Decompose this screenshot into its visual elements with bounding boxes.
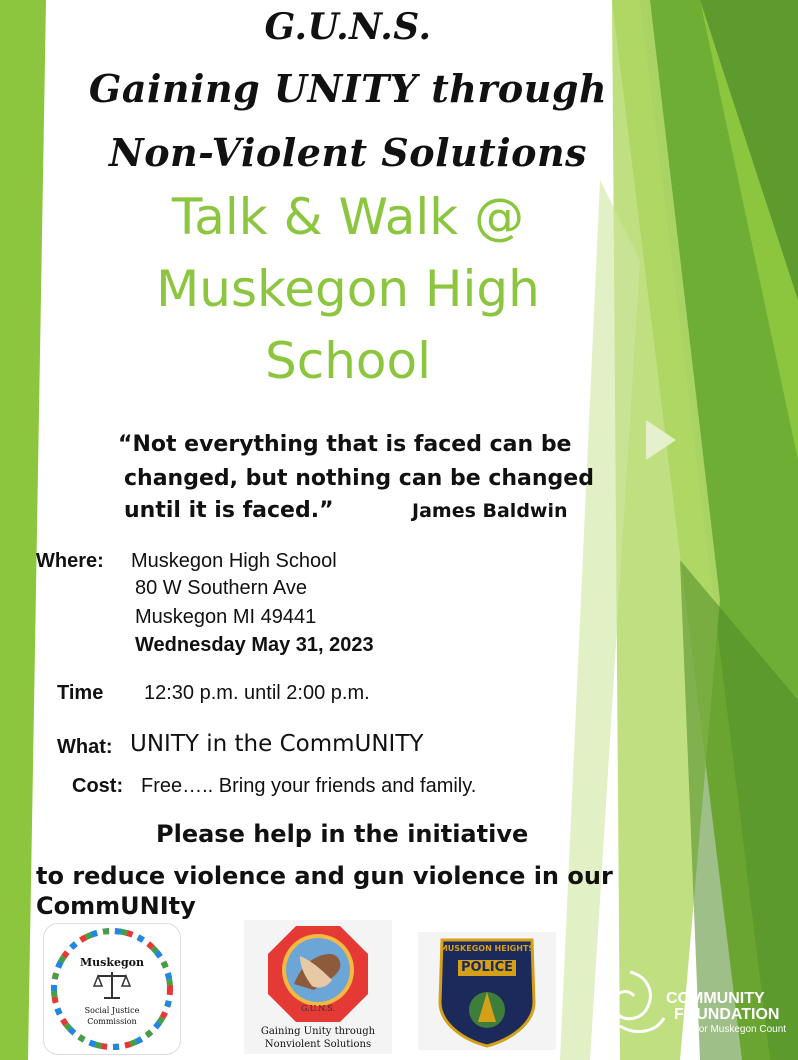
quote-author: James Baldwin — [412, 500, 568, 522]
org-title-line-1: Gaining UNITY through — [88, 66, 608, 111]
police-word: POLICE — [460, 960, 514, 975]
event-title-line-2: Muskegon High — [156, 260, 540, 318]
foundation-line-1: COMMUNITY — [666, 990, 765, 1007]
community-foundation-logo — [600, 960, 798, 1056]
event-title-line-3: School — [265, 332, 431, 390]
guns-caption-2: Nonviolent Solutions — [264, 1039, 372, 1050]
people-circle-icon — [44, 924, 180, 1054]
sjc-subtitle-2: Commission — [87, 1017, 137, 1026]
cost-value: Free….. Bring your friends and family. — [141, 775, 477, 797]
event-date: Wednesday May 31, 2023 — [135, 634, 374, 656]
where-line-1: Muskegon High School — [131, 550, 337, 572]
quote-line-3: until it is faced.” — [124, 498, 334, 523]
appeal-line-3: CommUNIty — [36, 892, 196, 920]
appeal-line-2: to reduce violence and gun violence in our — [36, 862, 613, 890]
police-patch-logo — [418, 932, 556, 1050]
swirl-icon — [600, 966, 670, 1052]
foundation-line-2: FOUNDATION — [674, 1006, 780, 1023]
appeal-line-1: Please help in the initiative — [156, 820, 529, 848]
time-value: 12:30 p.m. until 2:00 p.m. — [144, 682, 370, 704]
foundation-line-3: for Muskegon Count — [696, 1024, 787, 1035]
what-value: UNITY in the CommUNITY — [130, 731, 424, 757]
where-line-2: 80 W Southern Ave — [135, 577, 307, 599]
sjc-name: Muskegon — [79, 956, 144, 969]
org-title-line-2: Non-Violent Solutions — [108, 130, 588, 175]
sjc-subtitle-1: Social Justice — [84, 1006, 140, 1015]
cost-label: Cost: — [72, 775, 124, 797]
social-justice-logo — [44, 924, 180, 1054]
guns-logo — [244, 920, 392, 1054]
org-acronym: G.U.N.S. — [264, 6, 432, 48]
where-label: Where: — [36, 550, 104, 572]
quote-line-1: “Not everything that is faced can be — [118, 432, 572, 457]
guns-badge-text: G.U.N.S. — [301, 1004, 335, 1013]
quote-line-2: changed, but nothing can be changed — [124, 466, 594, 491]
where-line-3: Muskegon MI 49441 — [135, 606, 317, 628]
time-label: Time — [57, 682, 104, 704]
event-title-line-1: Talk & Walk @ — [171, 188, 525, 246]
what-label: What: — [57, 736, 113, 758]
guns-caption-1: Gaining Unity through — [260, 1026, 376, 1037]
police-top-text: MUSKEGON HEIGHTS — [439, 944, 535, 953]
